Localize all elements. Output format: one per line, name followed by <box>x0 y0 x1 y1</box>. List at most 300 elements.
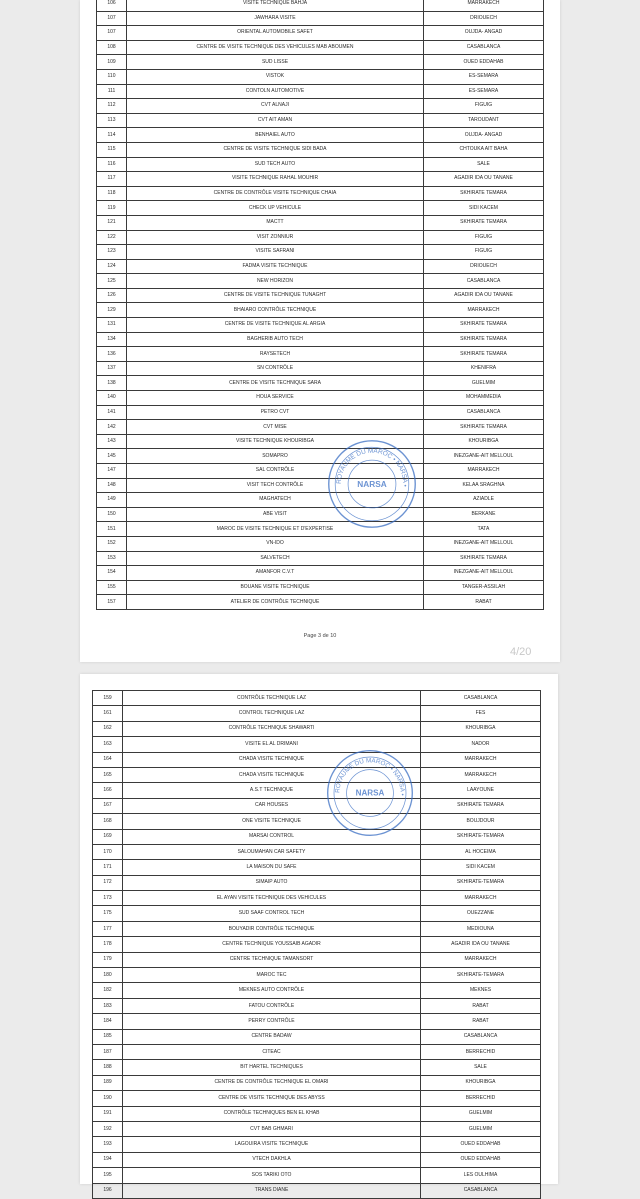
center-name-cell: CENTRE TECHNIQUE TAMANSORT <box>123 952 421 967</box>
city-cell: KHOURIBGA <box>421 721 541 736</box>
table-row <box>93 968 541 983</box>
row-number-cell: 184 <box>93 1014 123 1029</box>
city-cell: BERRECHID <box>421 1044 541 1059</box>
city-cell: SIDI KACEM <box>424 201 544 216</box>
row-number-cell: 182 <box>93 983 123 998</box>
table-row <box>97 318 544 333</box>
row-number-cell: 195 <box>93 1168 123 1183</box>
center-name-cell: MACTT <box>127 215 424 230</box>
city-cell: CASABLANCA <box>424 405 544 420</box>
center-name-cell: NEW HORIZON <box>127 274 424 289</box>
table-row <box>93 1183 541 1198</box>
center-name-cell: MAROC TEC <box>123 968 421 983</box>
city-cell: FES <box>421 706 541 721</box>
center-name-cell: CVT ALNAJI <box>127 99 424 114</box>
center-name-cell: PETRO CVT <box>127 405 424 420</box>
table-row <box>97 0 544 11</box>
table-row <box>93 906 541 921</box>
row-number-cell: 193 <box>93 1137 123 1152</box>
row-number-cell: 170 <box>93 844 123 859</box>
row-number-cell: 123 <box>97 245 127 260</box>
table-row <box>97 113 544 128</box>
row-number-cell: 163 <box>93 737 123 752</box>
city-cell: AGADIR IDA OU TANANE <box>424 288 544 303</box>
center-name-cell: ABE VISIT <box>127 507 424 522</box>
center-name-cell: BAGHERIB AUTO TECH <box>127 332 424 347</box>
center-name-cell: JAWHARA VISITE <box>127 11 424 26</box>
row-number-cell: 141 <box>97 405 127 420</box>
city-cell: MARRAKECH <box>421 767 541 782</box>
table-row <box>97 595 544 610</box>
row-number-cell: 122 <box>97 230 127 245</box>
center-name-cell: VN-IDO <box>127 536 424 551</box>
table-row <box>97 493 544 508</box>
center-name-cell: SOS TARIKI OTO <box>123 1168 421 1183</box>
row-number-cell: 164 <box>93 752 123 767</box>
city-cell: MEDIOUNA <box>421 921 541 936</box>
center-name-cell: SALVETECH <box>127 551 424 566</box>
city-cell: SKHIRATE-TEMARA <box>421 875 541 890</box>
row-number-cell: 194 <box>93 1152 123 1167</box>
row-number-cell: 131 <box>97 318 127 333</box>
center-name-cell: MAGHATECH <box>127 493 424 508</box>
center-name-cell: CONTRÔLE TECHNIQUES BEN EL KHAB <box>123 1106 421 1121</box>
table-row <box>97 522 544 537</box>
row-number-cell: 189 <box>93 1075 123 1090</box>
row-number-cell: 172 <box>93 875 123 890</box>
city-cell: SALE <box>424 157 544 172</box>
table-row <box>97 478 544 493</box>
center-name-cell: VISITE TECHNIQUE BAHJA <box>127 0 424 11</box>
table-row <box>93 875 541 890</box>
center-name-cell: CENTRE TECHNIQUE YOUSSAIB AGADIR <box>123 937 421 952</box>
row-number-cell: 108 <box>97 40 127 55</box>
city-cell: INEZGANE-AIT MELLOUL <box>424 566 544 581</box>
row-number-cell: 178 <box>93 937 123 952</box>
document-page-2 <box>80 674 558 1194</box>
center-name-cell: PERRY CONTRÔLE <box>123 1014 421 1029</box>
city-cell: LES OULHIMA <box>421 1168 541 1183</box>
city-cell: GUELMIM <box>421 1106 541 1121</box>
center-name-cell: CHADA VISITE TECHNIQUE <box>123 752 421 767</box>
row-number-cell: 196 <box>93 1183 123 1198</box>
center-name-cell: CONTOLN AUTOMOTIVE <box>127 84 424 99</box>
city-cell: RABAT <box>421 1014 541 1029</box>
city-cell: OUEZZANE <box>421 906 541 921</box>
center-name-cell: CENTRE DE VISITE TECHNIQUE AL ARGIA <box>127 318 424 333</box>
centers-table-page-1 <box>96 0 544 610</box>
city-cell: OUED EDDAHAB <box>421 1152 541 1167</box>
city-cell: FIGUIG <box>424 245 544 260</box>
table-row <box>93 1060 541 1075</box>
city-cell: AGADIR IDA OU TANANE <box>421 937 541 952</box>
table-row <box>97 376 544 391</box>
table-row <box>97 69 544 84</box>
row-number-cell: 143 <box>97 434 127 449</box>
city-cell: SKHIRATE TEMARA <box>424 186 544 201</box>
city-cell: FIGUIG <box>424 230 544 245</box>
center-name-cell: CONTROL TECHNIQUE LAZ <box>123 706 421 721</box>
table-row <box>97 347 544 362</box>
row-number-cell: 114 <box>97 128 127 143</box>
table-row <box>93 798 541 813</box>
centers-table-body-1 <box>97 0 544 609</box>
table-row <box>97 186 544 201</box>
center-name-cell: AMANFOR C.V.T <box>127 566 424 581</box>
city-cell: MEKNES <box>421 983 541 998</box>
table-row <box>93 1029 541 1044</box>
table-row <box>93 891 541 906</box>
table-row <box>97 580 544 595</box>
city-cell: DRIOUECH <box>424 11 544 26</box>
row-number-cell: 157 <box>97 595 127 610</box>
table-row <box>93 829 541 844</box>
center-name-cell: SOMAPRO <box>127 449 424 464</box>
row-number-cell: 121 <box>97 215 127 230</box>
table-row <box>97 157 544 172</box>
city-cell: MARRAKECH <box>421 752 541 767</box>
table-row <box>97 142 544 157</box>
center-name-cell: EL AYAN VISITE TECHNIQUE DES VEHICULES <box>123 891 421 906</box>
table-row <box>97 566 544 581</box>
center-name-cell: CENTRE DE VISITE TECHNIQUE SIDI BADA <box>127 142 424 157</box>
center-name-cell: BOUYADIR CONTRÔLE TECHNIQUE <box>123 921 421 936</box>
city-cell: CASABLANCA <box>424 40 544 55</box>
document-page-1 <box>80 0 560 662</box>
row-number-cell: 111 <box>97 84 127 99</box>
center-name-cell: FATOU CONTRÔLE <box>123 998 421 1013</box>
row-number-cell: 148 <box>97 478 127 493</box>
center-name-cell: SUD TECH AUTO <box>127 157 424 172</box>
center-name-cell: VISITE TECHNIQUE RAHAL MOUHIR <box>127 172 424 187</box>
city-cell: RABAT <box>421 998 541 1013</box>
table-row <box>97 201 544 216</box>
city-cell: LAAYOUNE <box>421 783 541 798</box>
center-name-cell: VISIT ZONNIUR <box>127 230 424 245</box>
row-number-cell: 117 <box>97 172 127 187</box>
row-number-cell: 116 <box>97 157 127 172</box>
row-number-cell: 166 <box>93 783 123 798</box>
center-name-cell: VISITE TECHNIQUE KHOURIBGA <box>127 434 424 449</box>
row-number-cell: 107 <box>97 26 127 41</box>
city-cell: TAROUDANT <box>424 113 544 128</box>
row-number-cell: 153 <box>97 551 127 566</box>
table-row <box>93 1137 541 1152</box>
city-cell: SKHIRATE-TEMARA <box>421 968 541 983</box>
table-row <box>97 274 544 289</box>
row-number-cell: 149 <box>97 493 127 508</box>
city-cell: ES-SEMARA <box>424 84 544 99</box>
table-row <box>97 449 544 464</box>
table-row <box>97 551 544 566</box>
official-stamp <box>325 748 415 838</box>
page-footer: Page 3 de 10 <box>303 633 337 639</box>
city-cell: CASABLANCA <box>421 1183 541 1198</box>
city-cell: INEZGANE-AIT MELLOUL <box>424 449 544 464</box>
city-cell: NADOR <box>421 737 541 752</box>
city-cell: CHTOUKA AIT BAHA <box>424 142 544 157</box>
table-row <box>93 844 541 859</box>
page-counter: 4/20 <box>510 646 532 658</box>
city-cell: TANGER-ASSILAH <box>424 580 544 595</box>
row-number-cell: 167 <box>93 798 123 813</box>
center-name-cell: CAR HOUSES <box>123 798 421 813</box>
stamp-center-text: NARSA <box>355 788 385 798</box>
city-cell: MARRAKECH <box>421 891 541 906</box>
center-name-cell: CONTRÔLE TECHNIQUE LAZ <box>123 691 421 706</box>
table-row <box>93 952 541 967</box>
table-row <box>93 752 541 767</box>
table-row <box>97 26 544 41</box>
table-row <box>97 245 544 260</box>
row-number-cell: 161 <box>93 706 123 721</box>
table-row <box>97 172 544 187</box>
city-cell: SKHIRATE TEMARA <box>424 347 544 362</box>
city-cell: OUED EDDAHAB <box>421 1137 541 1152</box>
city-cell: OUJDA- ANGAD <box>424 26 544 41</box>
center-name-cell: CITEAC <box>123 1044 421 1059</box>
row-number-cell: 179 <box>93 952 123 967</box>
city-cell: TATA <box>424 522 544 537</box>
center-name-cell: VISITE EL AL DRIMANI <box>123 737 421 752</box>
row-number-cell: 142 <box>97 420 127 435</box>
row-number-cell: 113 <box>97 113 127 128</box>
city-cell: OUED EDDAHAB <box>424 55 544 70</box>
city-cell: BOUJDOUR <box>421 814 541 829</box>
center-name-cell: ORIENTAL AUTOMOBILE SAFET <box>127 26 424 41</box>
table-row <box>93 691 541 706</box>
center-name-cell: CENTRE BADAW <box>123 1029 421 1044</box>
row-number-cell: 110 <box>97 69 127 84</box>
stamp-center-text: NARSA <box>357 479 387 489</box>
row-number-cell: 129 <box>97 303 127 318</box>
city-cell: MARRAKECH <box>421 952 541 967</box>
row-number-cell: 124 <box>97 259 127 274</box>
centers-table-body-2 <box>93 691 541 1199</box>
center-name-cell: MARSAI CONTROL <box>123 829 421 844</box>
city-cell: KHENIFRA <box>424 361 544 376</box>
city-cell: DRIOUECH <box>424 259 544 274</box>
center-name-cell: CENTRE DE VISITE TECHNIQUE TUNAGHT <box>127 288 424 303</box>
center-name-cell: MAROC DE VISITE TECHNIQUE ET D'EXPERTISE <box>127 522 424 537</box>
centers-table-page-2 <box>92 690 541 1199</box>
table-row <box>97 507 544 522</box>
row-number-cell: 115 <box>97 142 127 157</box>
table-row <box>93 737 541 752</box>
table-row <box>97 230 544 245</box>
center-name-cell: BHAIARO CONTRÔLE TECHNIQUE <box>127 303 424 318</box>
table-row <box>97 99 544 114</box>
center-name-cell: VISTOK <box>127 69 424 84</box>
center-name-cell: VTECH DAKHLA <box>123 1152 421 1167</box>
city-cell: KELAA SRAGHNA <box>424 478 544 493</box>
city-cell: MARRAKECH <box>424 0 544 11</box>
table-row <box>93 998 541 1013</box>
city-cell: SKHIRATE-TEMARA <box>421 829 541 844</box>
row-number-cell: 145 <box>97 449 127 464</box>
center-name-cell: SALOUMAHAN CAR SAFETY <box>123 844 421 859</box>
table-row <box>93 1091 541 1106</box>
row-number-cell: 154 <box>97 566 127 581</box>
table-row <box>97 420 544 435</box>
table-row <box>97 11 544 26</box>
stamp-ring-text: ROYAUME DU MAROC • NARSA • <box>334 757 406 796</box>
city-cell: SKHIRATE TEMARA <box>424 332 544 347</box>
row-number-cell: 136 <box>97 347 127 362</box>
row-number-cell: 175 <box>93 906 123 921</box>
city-cell: INEZGANE-AIT MELLOUL <box>424 536 544 551</box>
center-name-cell: BIT HARTEL TECHNIQUES <box>123 1060 421 1075</box>
row-number-cell: 151 <box>97 522 127 537</box>
table-row <box>93 1075 541 1090</box>
city-cell: BERRECHID <box>421 1091 541 1106</box>
city-cell: SKHIRATE TEMARA <box>424 318 544 333</box>
center-name-cell: CONTRÔLE TECHNIQUE SHAWARTI <box>123 721 421 736</box>
center-name-cell: RAYSETECH <box>127 347 424 362</box>
row-number-cell: 119 <box>97 201 127 216</box>
row-number-cell: 168 <box>93 814 123 829</box>
city-cell: CASABLANCA <box>421 691 541 706</box>
center-name-cell: HOUA SERVICE <box>127 391 424 406</box>
row-number-cell: 137 <box>97 361 127 376</box>
center-name-cell: SUD SAAF CONTROL TECH <box>123 906 421 921</box>
table-row <box>97 536 544 551</box>
row-number-cell: 126 <box>97 288 127 303</box>
row-number-cell: 180 <box>93 968 123 983</box>
table-row <box>97 128 544 143</box>
table-row <box>93 1106 541 1121</box>
row-number-cell: 134 <box>97 332 127 347</box>
table-row <box>97 259 544 274</box>
city-cell: SKHIRATE TEMARA <box>424 551 544 566</box>
table-row <box>97 40 544 55</box>
center-name-cell: A.S.T TECHNIQUE <box>123 783 421 798</box>
row-number-cell: 173 <box>93 891 123 906</box>
city-cell: SKHIRATE TEMARA <box>424 215 544 230</box>
city-cell: KHOURIBGA <box>421 1075 541 1090</box>
city-cell: MARRAKECH <box>424 464 544 479</box>
center-name-cell: SUD LISSE <box>127 55 424 70</box>
city-cell: SALE <box>421 1060 541 1075</box>
center-name-cell: CHECK UP VEHICULE <box>127 201 424 216</box>
row-number-cell: 138 <box>97 376 127 391</box>
center-name-cell: SIMAIP AUTO <box>123 875 421 890</box>
row-number-cell: 162 <box>93 721 123 736</box>
table-row <box>97 361 544 376</box>
table-row <box>97 391 544 406</box>
center-name-cell: ATELIER DE CONTRÔLE TECHNIQUE <box>127 595 424 610</box>
official-stamp <box>326 438 418 530</box>
row-number-cell: 185 <box>93 1029 123 1044</box>
table-row <box>93 1014 541 1029</box>
table-row <box>93 721 541 736</box>
city-cell: ES-SEMARA <box>424 69 544 84</box>
center-name-cell: LA MAISON DU SAFE <box>123 860 421 875</box>
row-number-cell: 150 <box>97 507 127 522</box>
row-number-cell: 183 <box>93 998 123 1013</box>
city-cell: KHOURIBGA <box>424 434 544 449</box>
table-row <box>93 937 541 952</box>
row-number-cell: 165 <box>93 767 123 782</box>
row-number-cell: 109 <box>97 55 127 70</box>
center-name-cell: CENTRE DE VISITE TECHNIQUE DES VEHICULES MAB ABOUMEN <box>127 40 424 55</box>
center-name-cell: SAL CONTRÔLE <box>127 464 424 479</box>
center-name-cell: BOUANE VISITE TECHNIQUE <box>127 580 424 595</box>
center-name-cell: VISIT TECH CONTRÔLE <box>127 478 424 493</box>
city-cell: SKHIRATE TEMARA <box>424 420 544 435</box>
table-row <box>93 983 541 998</box>
table-row <box>93 1152 541 1167</box>
table-row <box>97 434 544 449</box>
row-number-cell: 147 <box>97 464 127 479</box>
table-row <box>97 303 544 318</box>
row-number-cell: 107 <box>97 11 127 26</box>
city-cell: CASABLANCA <box>421 1029 541 1044</box>
table-row <box>97 332 544 347</box>
center-name-cell: CENTRE DE VISITE TECHNIQUE SARA <box>127 376 424 391</box>
center-name-cell: TRANS DIANE <box>123 1183 421 1198</box>
row-number-cell: 188 <box>93 1060 123 1075</box>
row-number-cell: 159 <box>93 691 123 706</box>
center-name-cell: CHADA VISITE TECHNIQUE <box>123 767 421 782</box>
row-number-cell: 106 <box>97 0 127 11</box>
center-name-cell: CVT BAB GHMARI <box>123 1121 421 1136</box>
city-cell: MOHAMMEDIA <box>424 391 544 406</box>
center-name-cell: MEKNES AUTO CONTRÔLE <box>123 983 421 998</box>
row-number-cell: 118 <box>97 186 127 201</box>
row-number-cell: 112 <box>97 99 127 114</box>
row-number-cell: 191 <box>93 1106 123 1121</box>
center-name-cell: CENTRE DE CONTRÔLE TECHNIQUE EL OMARI <box>123 1075 421 1090</box>
city-cell: GUELMIM <box>424 376 544 391</box>
table-row <box>93 860 541 875</box>
row-number-cell: 177 <box>93 921 123 936</box>
city-cell: SIDI KACEM <box>421 860 541 875</box>
row-number-cell: 169 <box>93 829 123 844</box>
table-row <box>97 84 544 99</box>
table-row <box>93 1044 541 1059</box>
center-name-cell: ONE VISITE TECHNIQUE <box>123 814 421 829</box>
row-number-cell: 152 <box>97 536 127 551</box>
stamp-ring-text: ROYAUME DU MAROC • NARSA • <box>335 447 409 487</box>
table-row <box>93 921 541 936</box>
center-name-cell: CENTRE DE VISITE TECHNIQUE DES ABYSS <box>123 1091 421 1106</box>
table-row <box>93 706 541 721</box>
city-cell: OUJDA- ANGAD <box>424 128 544 143</box>
center-name-cell: VISITE SAFRANI <box>127 245 424 260</box>
city-cell: GUELMIM <box>421 1121 541 1136</box>
city-cell: RABAT <box>424 595 544 610</box>
center-name-cell: LAGOUIRA VISITE TECHNIQUE <box>123 1137 421 1152</box>
table-row <box>97 288 544 303</box>
row-number-cell: 171 <box>93 860 123 875</box>
city-cell: AZIADLE <box>424 493 544 508</box>
table-row <box>93 767 541 782</box>
row-number-cell: 192 <box>93 1121 123 1136</box>
table-row <box>93 783 541 798</box>
city-cell: BERKANE <box>424 507 544 522</box>
center-name-cell: FADMA VISITE TECHNIQUE <box>127 259 424 274</box>
center-name-cell: CVT AIT AMAN <box>127 113 424 128</box>
row-number-cell: 190 <box>93 1091 123 1106</box>
table-row <box>97 464 544 479</box>
city-cell: AGADIR IDA OU TANANE <box>424 172 544 187</box>
row-number-cell: 155 <box>97 580 127 595</box>
city-cell: AL HOCEIMA <box>421 844 541 859</box>
table-row <box>97 215 544 230</box>
city-cell: CASABLANCA <box>424 274 544 289</box>
table-row <box>93 814 541 829</box>
